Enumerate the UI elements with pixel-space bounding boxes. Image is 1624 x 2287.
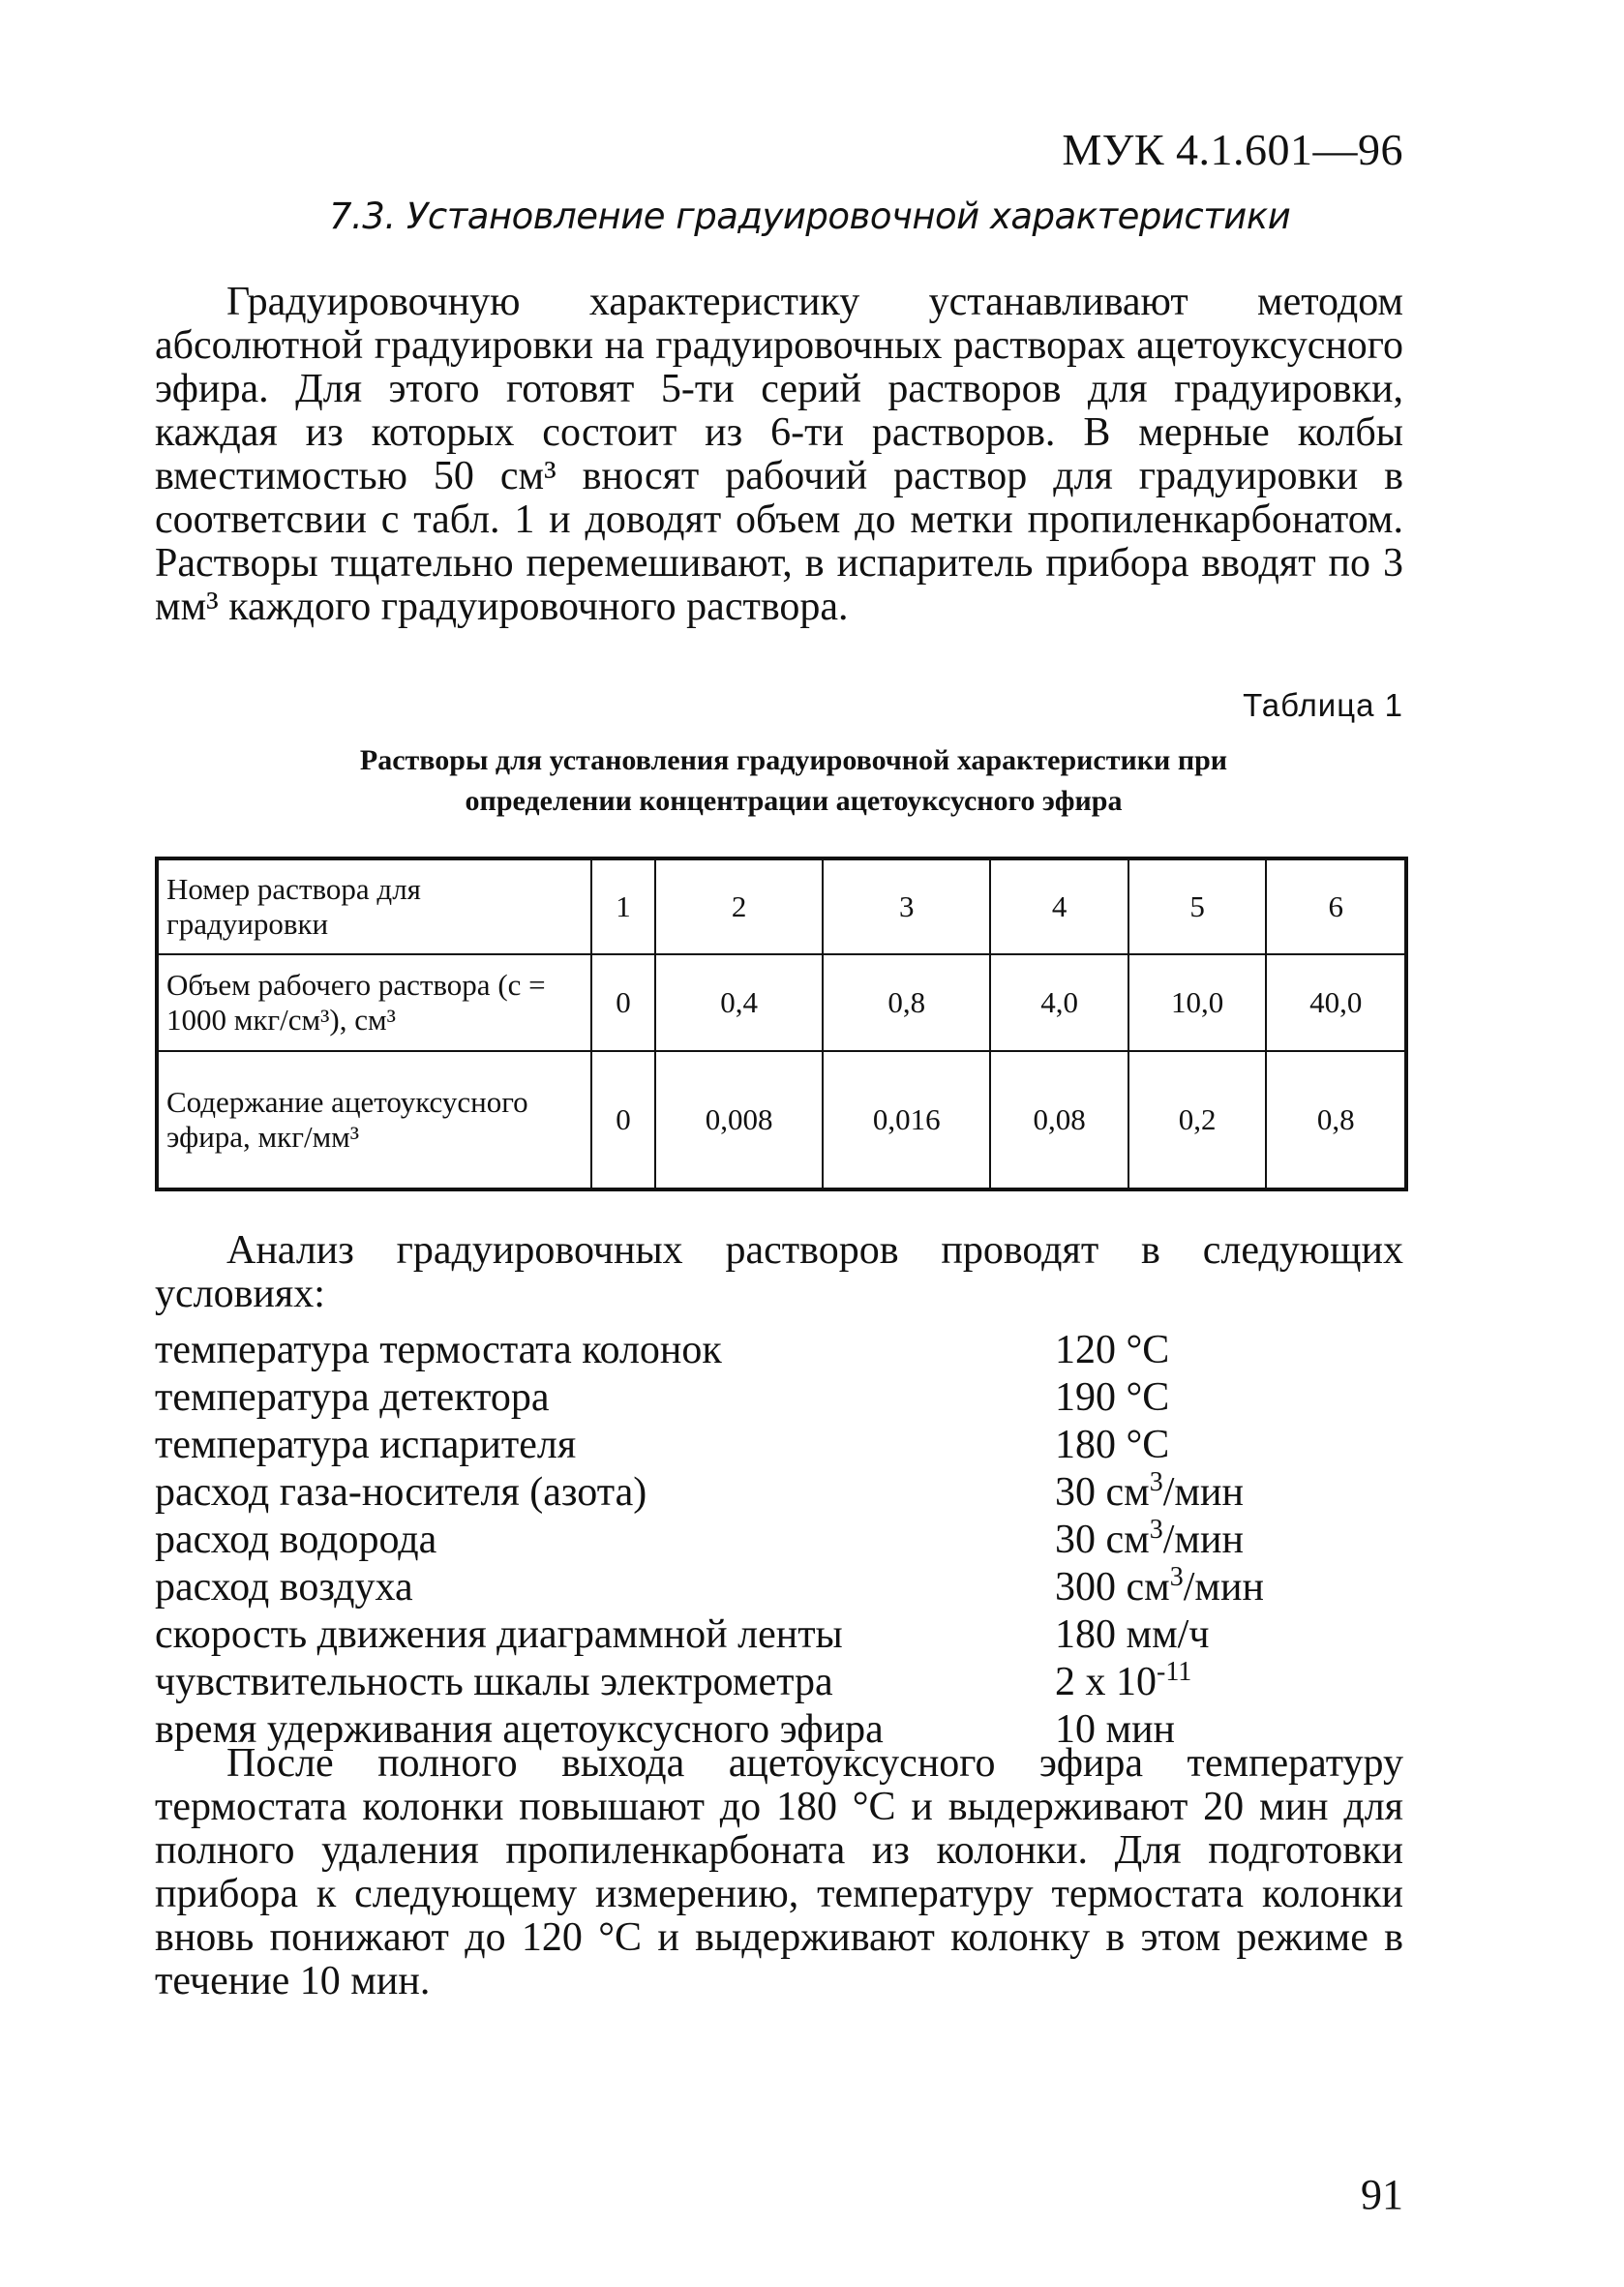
table-caption-line-2: определении концентрации ацетоуксусного эфира <box>465 785 1123 817</box>
table-cell: 4,0 <box>990 954 1128 1051</box>
row-header: Номер раствора для градуировки <box>157 858 591 954</box>
condition-label: температура испарителя <box>155 1423 577 1467</box>
table-row-solution-number <box>157 858 1406 954</box>
condition-label: время удерживания ацетоуксусного эфира <box>155 1707 884 1752</box>
table-cell: 0,2 <box>1128 1051 1267 1189</box>
condition-row <box>155 1517 1413 1564</box>
analysis-paragraph: Анализ градуировочных растворов проводят в следующих условиях: <box>155 1228 1403 1316</box>
intro-paragraph: Градуировочную характеристику устанавливают методом абсолютной градуировки на градуировочных растворах ацетоуксусного эфира. Для этого готовят 5-ти серий растворов для градуировки, каждая из которых состоит из 6-ти растворов. В мерные колбы вместимостью 50 см³ вносят рабочий раствор для градуировки в соответсвии с табл. 1 и доводят объем до метки пропиленкарбонатом. Растворы тщательно перемешивают, в испаритель прибора вводят по 3 мм³ каждого градуировочного раствора. <box>155 280 1403 629</box>
page-number: 91 <box>1361 2171 1403 2218</box>
condition-value: 30 $см^3$/мин <box>1055 1467 1244 1515</box>
table-row-ester-content <box>157 1051 1406 1189</box>
condition-label: скорость движения диаграммной ленты <box>155 1612 843 1657</box>
condition-value: 120 °С <box>1055 1328 1170 1372</box>
condition-row <box>155 1611 1413 1659</box>
table-cell: 0,4 <box>655 954 823 1051</box>
condition-row <box>155 1422 1413 1469</box>
condition-label: чувствительность шкалы электрометра <box>155 1660 833 1704</box>
table-cell: 1 <box>591 858 655 954</box>
row-header: Объем рабочего раствора (с = 1000 мкг/см³), см³ <box>157 954 591 1051</box>
condition-row <box>155 1659 1413 1706</box>
table-cell: 10,0 <box>1128 954 1267 1051</box>
table-cell: 0 <box>591 1051 655 1189</box>
condition-value: 10 мин <box>1055 1707 1176 1752</box>
table-caption-line-1: Растворы для установления градуировочной характеристики при <box>359 744 1228 776</box>
document-code: МУК 4.1.601—96 <box>1062 125 1403 174</box>
condition-row <box>155 1469 1413 1517</box>
table-caption <box>213 740 1374 822</box>
table-cell: 5 <box>1128 858 1267 954</box>
condition-label: расход водорода <box>155 1518 437 1562</box>
condition-value: 30 $см^3$/мин <box>1055 1515 1244 1562</box>
condition-row <box>155 1564 1413 1611</box>
table-cell: 0 <box>591 954 655 1051</box>
table-cell: 0,08 <box>990 1051 1128 1189</box>
table-row-working-volume <box>157 954 1406 1051</box>
condition-label: температура детектора <box>155 1375 550 1420</box>
condition-row <box>155 1327 1413 1374</box>
table-label: Таблица 1 <box>1243 687 1403 723</box>
condition-label: температура термостата колонок <box>155 1328 722 1372</box>
condition-label: расход воздуха <box>155 1565 413 1610</box>
condition-value: 180 °С <box>1055 1423 1170 1467</box>
section-heading: 7.3. Установление градуировочной характеристики <box>329 196 1291 237</box>
row-header: Содержание ацетоуксусного эфира, мкг/мм³ <box>157 1051 591 1189</box>
table-cell: 40,0 <box>1266 954 1406 1051</box>
table-cell: 0,8 <box>1266 1051 1406 1189</box>
table-cell: 2 <box>655 858 823 954</box>
calibration-table <box>155 857 1408 1191</box>
condition-label: расход газа-носителя (азота) <box>155 1470 647 1515</box>
condition-value: 180 мм/ч <box>1055 1612 1210 1657</box>
analysis-conditions-list <box>155 1327 1413 1754</box>
table-cell: 0,008 <box>655 1051 823 1189</box>
condition-value: 190 °С <box>1055 1375 1170 1420</box>
cleanup-paragraph: После полного выхода ацетоуксусного эфира температуру термостата колонки повышают до 180 °С и выдерживают 20 мин для полного удаления пропиленкарбоната из колонки. Для подготовки прибора к следующему измерению, температуру термостата колонки вновь понижают до 120 °С и выдерживают колонку в этом режиме в течение 10 мин. <box>155 1741 1403 2003</box>
condition-value: 2 х $10^{-11}$ <box>1055 1657 1192 1704</box>
condition-value: 300 $см^3$/мин <box>1055 1562 1264 1610</box>
table-cell: 0,8 <box>823 954 990 1051</box>
table-cell: 6 <box>1266 858 1406 954</box>
table-cell: 3 <box>823 858 990 954</box>
condition-row <box>155 1374 1413 1422</box>
table-cell: 0,016 <box>823 1051 990 1189</box>
table-cell: 4 <box>990 858 1128 954</box>
